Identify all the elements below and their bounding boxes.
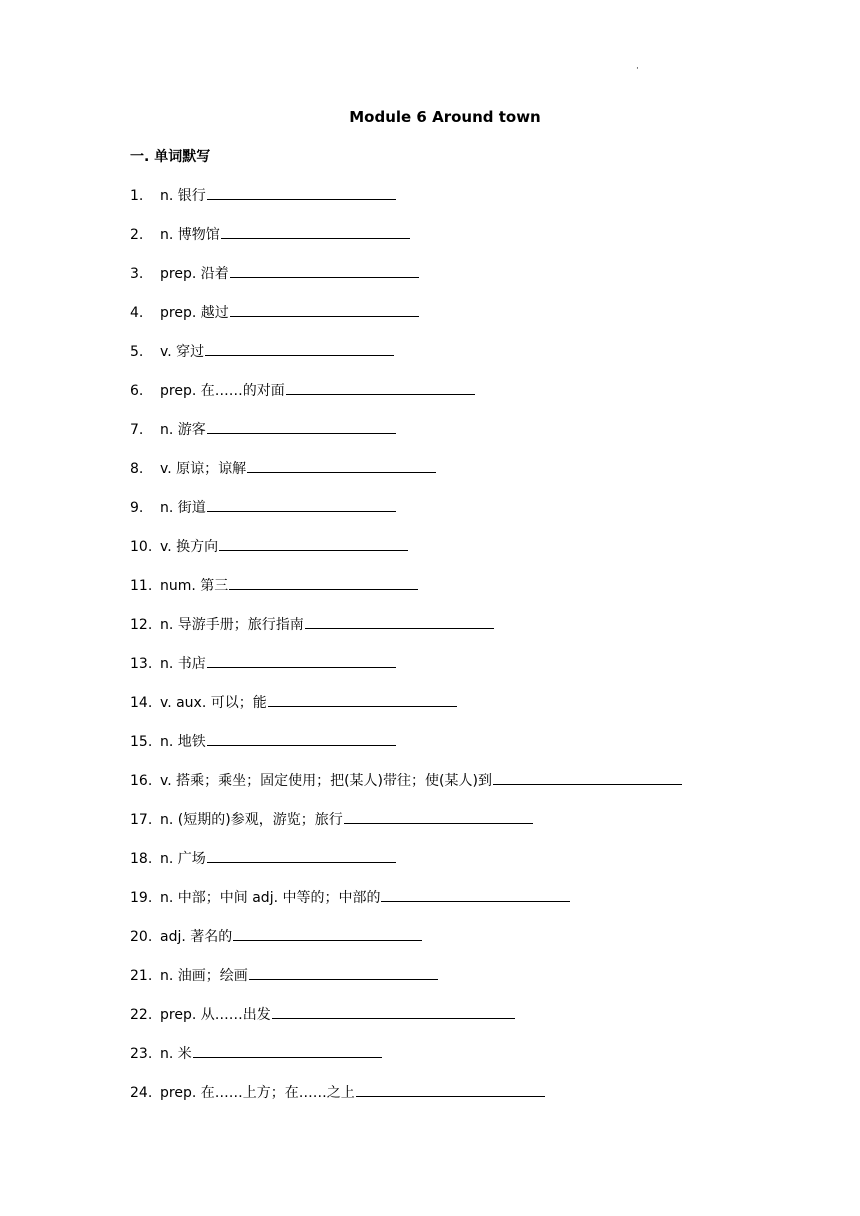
answer-blank[interactable]	[207, 655, 396, 668]
answer-blank[interactable]	[207, 733, 396, 746]
item-number: 22.	[130, 1007, 153, 1023]
item-number: 12.	[130, 617, 153, 633]
item-prompt: v. 搭乘；乘坐；固定使用；把(某人)带往；使(某人)到	[160, 773, 492, 789]
item-number: 18.	[130, 851, 153, 867]
answer-blank[interactable]	[207, 187, 396, 200]
list-item	[130, 224, 682, 263]
list-item	[130, 380, 682, 419]
answer-blank[interactable]	[247, 460, 436, 473]
item-prompt: prep. 在……上方；在……之上	[160, 1085, 355, 1101]
item-number: 19.	[130, 890, 153, 906]
item-number: 17.	[130, 812, 153, 828]
item-number: 8.	[130, 461, 144, 477]
vocabulary-list	[130, 185, 682, 1121]
item-prompt: num. 第三	[160, 578, 229, 594]
list-item	[130, 185, 682, 224]
item-prompt: n. 导游手册；旅行指南	[160, 617, 304, 633]
answer-blank[interactable]	[207, 499, 396, 512]
item-number: 13.	[130, 656, 153, 672]
item-number: 10.	[130, 539, 153, 555]
item-number: 3.	[130, 266, 144, 282]
item-number: 16.	[130, 773, 153, 789]
item-prompt: v. 原谅；谅解	[160, 461, 247, 477]
answer-blank[interactable]	[493, 772, 682, 785]
list-item	[130, 926, 682, 965]
answer-blank[interactable]	[219, 538, 408, 551]
list-item	[130, 731, 682, 770]
item-number: 9.	[130, 500, 144, 516]
item-number: 5.	[130, 344, 144, 360]
list-item	[130, 1043, 682, 1082]
item-number: 20.	[130, 929, 153, 945]
item-number: 21.	[130, 968, 153, 984]
item-number: 2.	[130, 227, 144, 243]
page-mark: ·	[636, 64, 639, 74]
answer-blank[interactable]	[230, 304, 419, 317]
item-number: 11.	[130, 578, 153, 594]
item-number: 1.	[130, 188, 144, 204]
item-number: 24.	[130, 1085, 153, 1101]
answer-blank[interactable]	[207, 421, 396, 434]
list-item	[130, 965, 682, 1004]
item-prompt: prep. 在……的对面	[160, 383, 285, 399]
item-number: 6.	[130, 383, 144, 399]
list-item	[130, 1004, 682, 1043]
item-prompt: n. (短期的)参观，游览；旅行	[160, 812, 343, 828]
list-item	[130, 614, 682, 653]
list-item	[130, 1082, 682, 1121]
list-item	[130, 692, 682, 731]
item-prompt: n. 银行	[160, 188, 206, 204]
item-number: 7.	[130, 422, 144, 438]
answer-blank[interactable]	[233, 928, 422, 941]
item-prompt: n. 广场	[160, 851, 206, 867]
item-prompt: n. 油画；绘画	[160, 968, 248, 984]
item-prompt: n. 书店	[160, 656, 206, 672]
answer-blank[interactable]	[205, 343, 394, 356]
list-item	[130, 575, 682, 614]
item-prompt: v. aux. 可以；能	[160, 695, 267, 711]
item-prompt: n. 米	[160, 1046, 192, 1062]
list-item	[130, 341, 682, 380]
answer-blank[interactable]	[272, 1006, 515, 1019]
section-heading: 一. 单词默写	[130, 149, 211, 165]
item-prompt: n. 地铁	[160, 734, 206, 750]
answer-blank[interactable]	[207, 850, 396, 863]
item-number: 23.	[130, 1046, 153, 1062]
item-number: 14.	[130, 695, 153, 711]
list-item	[130, 770, 682, 809]
item-prompt: prep. 沿着	[160, 266, 229, 282]
answer-blank[interactable]	[249, 967, 438, 980]
answer-blank[interactable]	[344, 811, 533, 824]
list-item	[130, 497, 682, 536]
answer-blank[interactable]	[286, 382, 475, 395]
answer-blank[interactable]	[230, 265, 419, 278]
list-item	[130, 887, 682, 926]
page-title: Module 6 Around town	[349, 108, 541, 126]
answer-blank[interactable]	[193, 1045, 382, 1058]
item-prompt: n. 街道	[160, 500, 206, 516]
item-prompt: n. 中部；中间 adj. 中等的；中部的	[160, 890, 381, 906]
answer-blank[interactable]	[268, 694, 457, 707]
item-number: 4.	[130, 305, 144, 321]
list-item	[130, 458, 682, 497]
item-prompt: prep. 越过	[160, 305, 229, 321]
list-item	[130, 653, 682, 692]
item-number: 15.	[130, 734, 153, 750]
list-item	[130, 263, 682, 302]
item-prompt: v. 穿过	[160, 344, 205, 360]
answer-blank[interactable]	[305, 616, 494, 629]
answer-blank[interactable]	[356, 1084, 545, 1097]
item-prompt: v. 换方向	[160, 539, 219, 555]
answer-blank[interactable]	[221, 226, 410, 239]
answer-blank[interactable]	[229, 577, 418, 590]
item-prompt: n. 博物馆	[160, 227, 220, 243]
list-item	[130, 848, 682, 887]
list-item	[130, 419, 682, 458]
item-prompt: prep. 从……出发	[160, 1007, 271, 1023]
item-prompt: adj. 著名的	[160, 929, 233, 945]
answer-blank[interactable]	[381, 889, 570, 902]
list-item	[130, 809, 682, 848]
list-item	[130, 536, 682, 575]
item-prompt: n. 游客	[160, 422, 206, 438]
list-item	[130, 302, 682, 341]
